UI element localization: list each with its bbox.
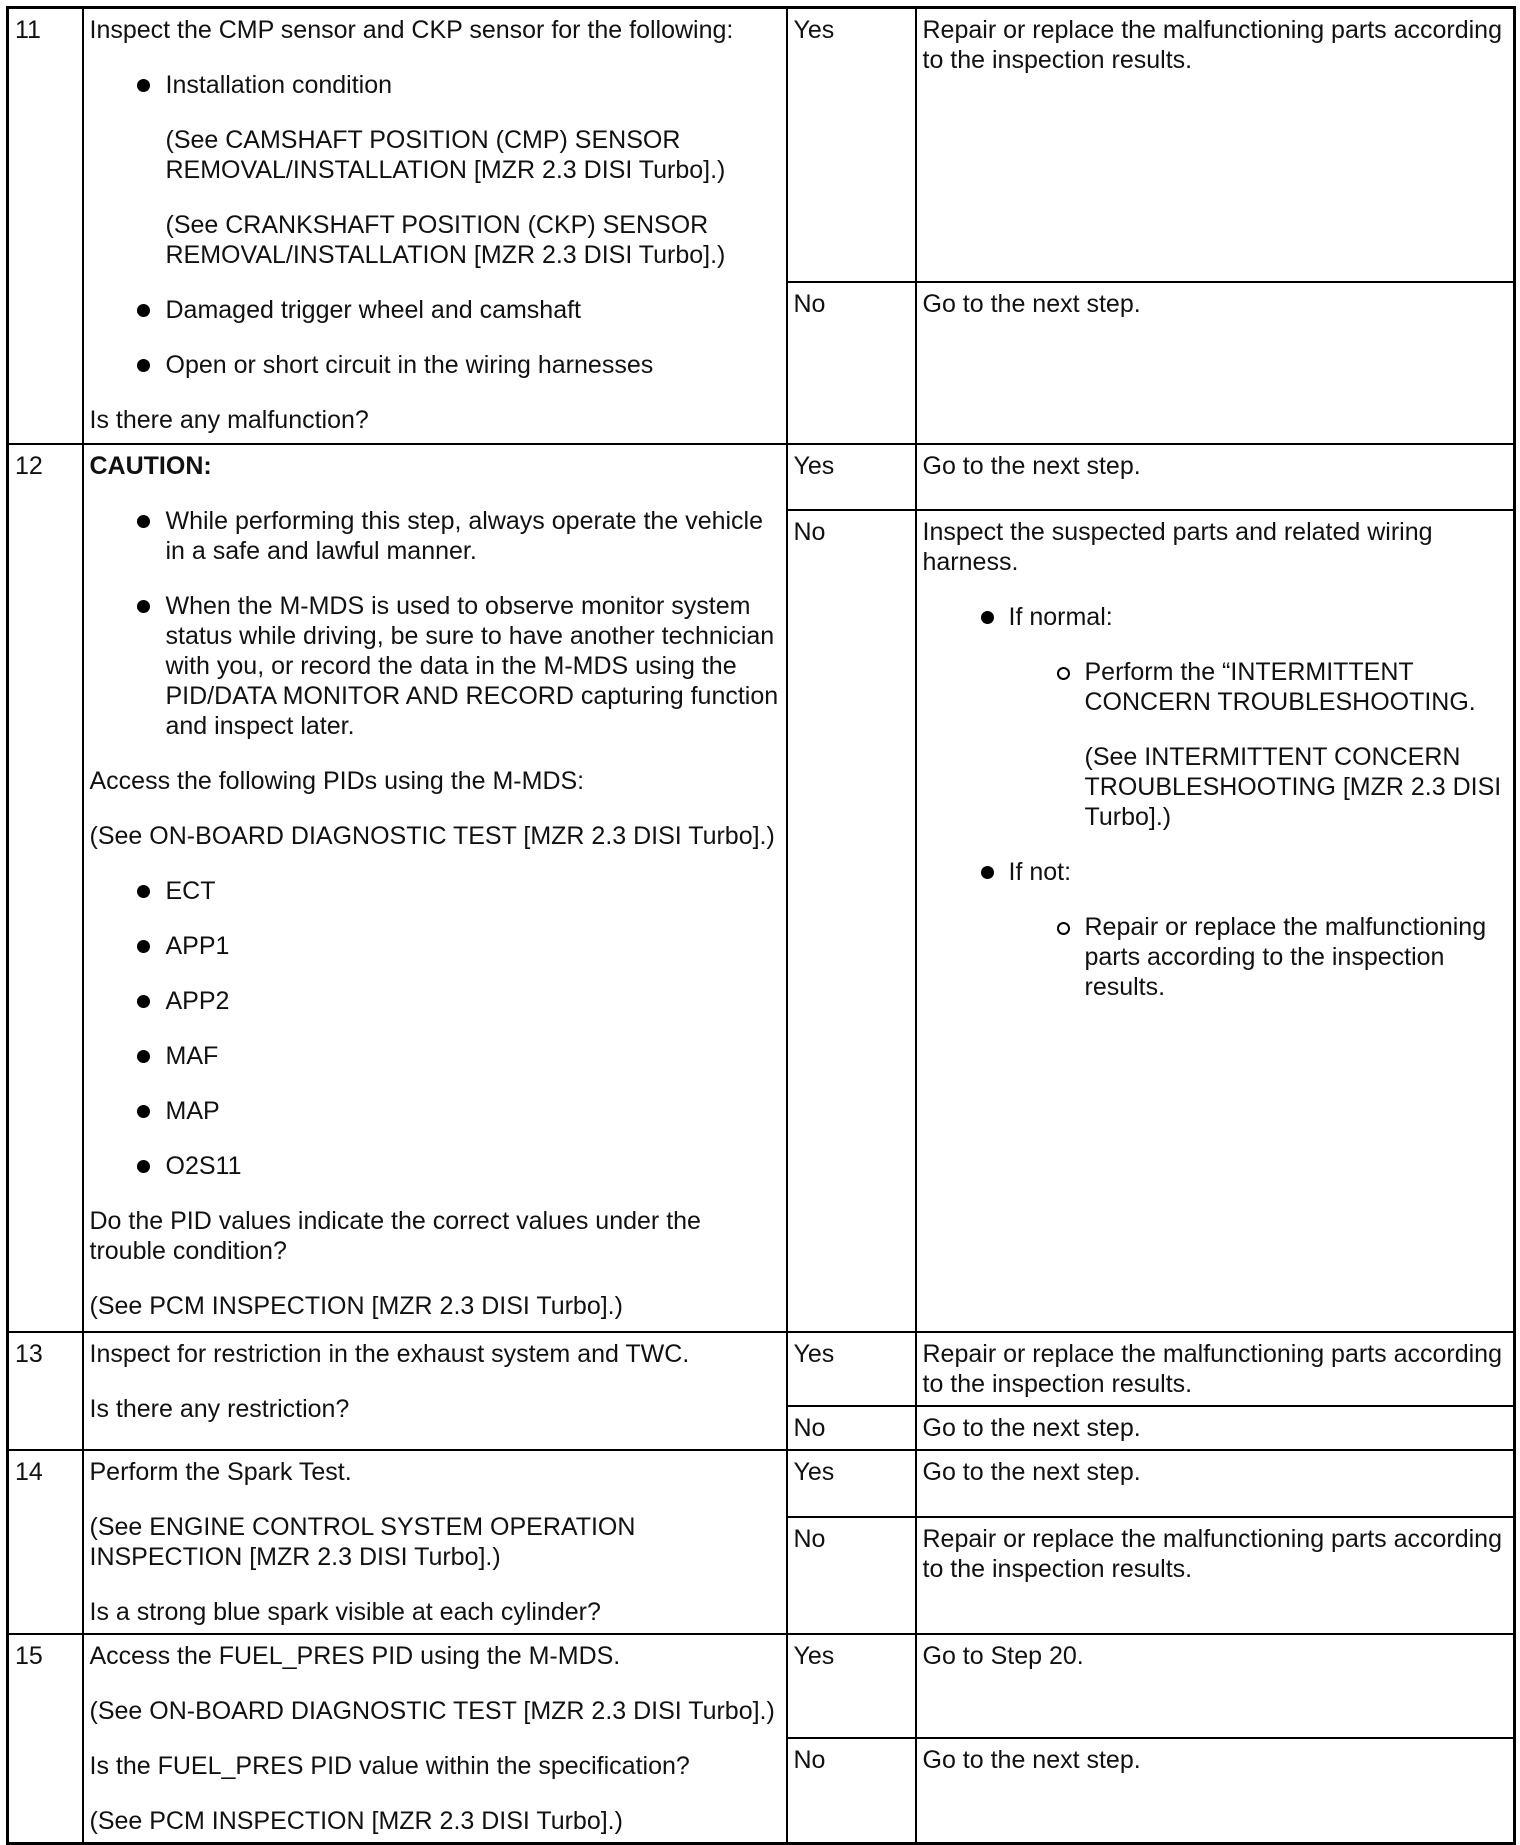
table-row [8,444,1515,510]
step-action [83,444,787,1332]
sub-action-item: Perform the “INTERMITTENT CONCERN TROUBLESHOOTING. [923,657,1508,717]
sub-action-item: Repair or replace the malfunctioning parts according to the inspection results. [923,912,1508,1002]
step-text: Access the following PIDs using the M-MDS: [89,766,585,795]
step-action [83,1634,787,1844]
reference-link[interactable]: (See PCM INSPECTION [MZR 2.3 DISI Turbo].) [89,1806,623,1835]
result-no-label: No [787,1406,916,1450]
result-yes-action: Go to the next step. [916,444,1515,510]
pid-item: MAF [90,1041,780,1071]
result-text: Inspect the suspected parts and related wiring harness. [922,517,1433,576]
reference-link[interactable]: (See CRANKSHAFT POSITION (CKP) SENSOR REMOVAL/INSTALLATION [MZR 2.3 DISI Turbo].) [165,211,726,269]
step-number: 12 [8,444,83,1332]
step-question: Is there any malfunction? [89,406,369,434]
result-no-action: Repair or replace the malfunctioning parts according to the inspection results. [916,1517,1515,1634]
result-no-action: Go to the next step. [916,282,1515,444]
step-action [83,8,787,444]
result-no-action [916,510,1515,1332]
step-question: Is the FUEL_PRES PID value within the specification? [89,1751,690,1780]
step-text: Perform the Spark Test. [89,1457,352,1486]
caution-item: While performing this step, always operate the vehicle in a safe and lawful manner. [90,506,780,566]
pid-item: APP2 [90,986,780,1016]
step-text: Access the FUEL_PRES PID using the M-MDS. [89,1641,621,1670]
reference-link[interactable]: (See PCM INSPECTION [MZR 2.3 DISI Turbo].) [89,1291,623,1320]
result-yes-label: Yes [787,1634,916,1739]
troubleshooting-table [6,6,1516,1845]
step-question: Do the PID values indicate the correct values under the trouble condition? [89,1206,701,1265]
step-number: 14 [8,1450,83,1634]
caution-heading: CAUTION: [89,451,212,480]
table-row [8,1634,1515,1739]
step-number: 15 [8,1634,83,1844]
bullet-item: Damaged trigger wheel and camshaft [90,295,780,325]
result-yes-label: Yes [787,1450,916,1517]
result-yes-action: Go to Step 20. [916,1634,1515,1739]
step-action [83,1450,787,1634]
result-yes-action: Repair or replace the malfunctioning parts according to the inspection results. [916,8,1515,282]
result-no-action: Go to the next step. [916,1406,1515,1450]
table-row [8,8,1515,282]
step-number: 13 [8,1332,83,1450]
result-yes-label: Yes [787,444,916,510]
reference-link[interactable]: (See ON-BOARD DIAGNOSTIC TEST [MZR 2.3 DISI Turbo].) [89,821,775,850]
step-text: Inspect the CMP sensor and CKP sensor for the following: [89,16,734,44]
bullet-item: Open or short circuit in the wiring harnesses [90,350,780,380]
result-no-label: No [787,1517,916,1634]
condition-item: If not: [923,857,1508,887]
pid-item: APP1 [90,931,780,961]
result-yes-label: Yes [787,1332,916,1406]
step-number: 11 [8,8,83,444]
bullet-item: Installation condition [90,70,780,100]
caution-item: When the M-MDS is used to observe monitor system status while driving, be sure to have another technician with you, or record the data in the M-MDS using the PID/DATA MONITOR AND RECORD capturing function and inspect later. [90,591,780,741]
troubleshooting-table-page [6,6,1513,1835]
condition-item: If normal: [923,602,1508,632]
step-action [83,1332,787,1450]
step-text: Inspect for restriction in the exhaust system and TWC. [89,1339,690,1368]
table-row [8,1332,1515,1406]
reference-link[interactable]: (See CAMSHAFT POSITION (CMP) SENSOR REMOVAL/INSTALLATION [MZR 2.3 DISI Turbo].) [165,126,726,184]
table-row [8,1450,1515,1517]
pid-item: O2S11 [90,1151,780,1181]
step-question: Is a strong blue spark visible at each cylinder? [89,1597,601,1626]
result-no-label: No [787,282,916,444]
result-yes-action: Go to the next step. [916,1450,1515,1517]
pid-item: MAP [90,1096,780,1126]
result-yes-label: Yes [787,8,916,282]
reference-link[interactable]: (See INTERMITTENT CONCERN TROUBLESHOOTING [MZR 2.3 DISI Turbo].) [1084,742,1502,831]
result-no-label: No [787,1738,916,1843]
reference-link[interactable]: (See ENGINE CONTROL SYSTEM OPERATION INSPECTION [MZR 2.3 DISI Turbo].) [89,1512,636,1571]
result-no-action: Go to the next step. [916,1738,1515,1843]
pid-item: ECT [90,876,780,906]
step-question: Is there any restriction? [89,1394,350,1423]
result-yes-action: Repair or replace the malfunctioning parts according to the inspection results. [916,1332,1515,1406]
result-no-label: No [787,510,916,1332]
reference-link[interactable]: (See ON-BOARD DIAGNOSTIC TEST [MZR 2.3 DISI Turbo].) [89,1696,775,1725]
